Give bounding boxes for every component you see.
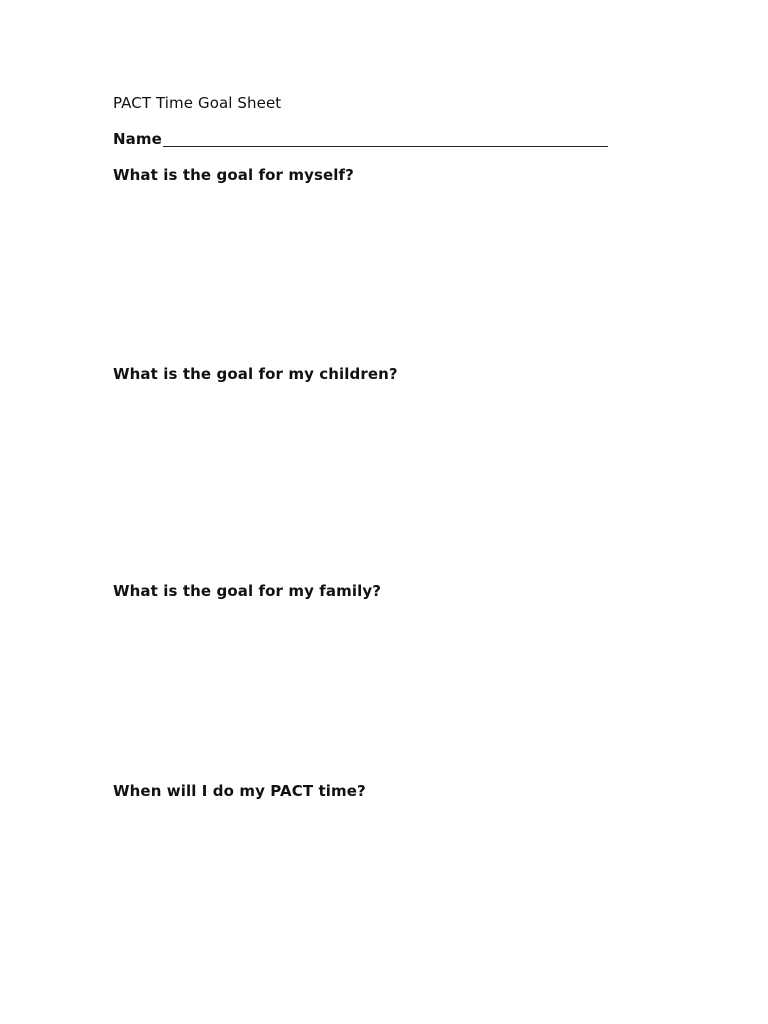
name-label: Name xyxy=(113,130,162,148)
page-title: PACT Time Goal Sheet xyxy=(113,94,282,112)
question-goal-family: What is the goal for my family? xyxy=(113,582,382,600)
name-fill-line[interactable] xyxy=(163,132,608,147)
name-field-row xyxy=(113,130,608,148)
question-goal-children: What is the goal for my children? xyxy=(113,365,398,383)
question-goal-myself: What is the goal for myself? xyxy=(113,166,354,184)
question-pact-time: When will I do my PACT time? xyxy=(113,782,366,800)
